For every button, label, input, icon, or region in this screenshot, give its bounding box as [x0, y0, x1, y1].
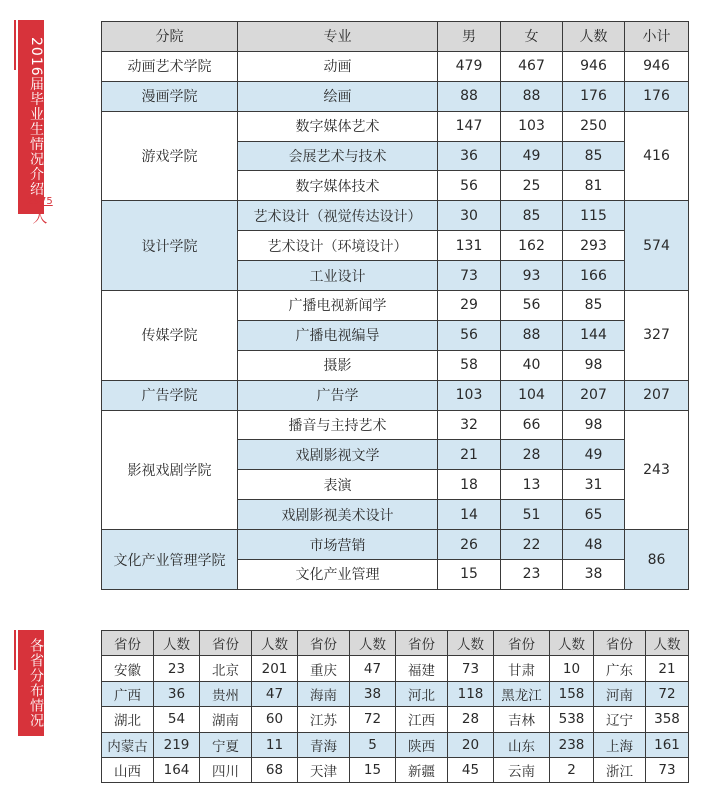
major-total: 166: [563, 261, 625, 291]
province-name: 浙江: [594, 757, 646, 782]
province-name: 江苏: [298, 707, 350, 732]
table-row: [102, 51, 689, 81]
college-subtotal: 176: [625, 81, 689, 111]
province-count: 21: [646, 656, 689, 681]
college-name: 传媒学院: [102, 291, 238, 381]
college-subtotal: 327: [625, 291, 689, 381]
province-name: 黑龙江: [494, 681, 550, 706]
female-count: 51: [501, 500, 563, 530]
college-subtotal: 946: [625, 51, 689, 81]
province-name: 河北: [396, 681, 448, 706]
male-count: 103: [438, 380, 501, 410]
header-college: 分院: [102, 22, 238, 52]
province-name: 湖南: [200, 707, 252, 732]
province-count: 11: [252, 732, 298, 757]
major-total: 98: [563, 410, 625, 440]
major-name: 绘画: [238, 81, 438, 111]
major-name: 广告学: [238, 380, 438, 410]
province-name: 北京: [200, 656, 252, 681]
header-province: 省份: [298, 631, 350, 656]
table-row: [102, 732, 689, 757]
province-name: 天津: [298, 757, 350, 782]
college-subtotal: 86: [625, 530, 689, 590]
table-row: [102, 111, 689, 141]
province-count: 38: [350, 681, 396, 706]
header-total: 人数: [563, 22, 625, 52]
province-name: 河南: [594, 681, 646, 706]
province-count: 2: [550, 757, 594, 782]
college-name: 文化产业管理学院: [102, 530, 238, 590]
table-row: [102, 530, 689, 560]
province-name: 安徽: [102, 656, 154, 681]
header-count: 人数: [646, 631, 689, 656]
major-name: 戏剧影视美术设计: [238, 500, 438, 530]
college-subtotal: 416: [625, 111, 689, 201]
major-name: 艺术设计（环境设计）: [238, 231, 438, 261]
college-name: 游戏学院: [102, 111, 238, 201]
province-name: 广西: [102, 681, 154, 706]
female-count: 28: [501, 440, 563, 470]
province-name: 重庆: [298, 656, 350, 681]
major-name: 数字媒体艺术: [238, 111, 438, 141]
male-count: 14: [438, 500, 501, 530]
table-row: [102, 757, 689, 782]
province-count: 161: [646, 732, 689, 757]
province-count: 47: [252, 681, 298, 706]
table-header-row: [102, 22, 689, 52]
female-count: 103: [501, 111, 563, 141]
major-total: 48: [563, 530, 625, 560]
major-total: 946: [563, 51, 625, 81]
major-name: 播音与主持艺术: [238, 410, 438, 440]
table-row: [102, 380, 689, 410]
province-name: 辽宁: [594, 707, 646, 732]
male-count: 147: [438, 111, 501, 141]
female-count: 23: [501, 560, 563, 590]
province-name: 宁夏: [200, 732, 252, 757]
major-total: 85: [563, 141, 625, 171]
male-count: 88: [438, 81, 501, 111]
province-name: 上海: [594, 732, 646, 757]
major-total: 81: [563, 171, 625, 201]
province-name: 甘肃: [494, 656, 550, 681]
major-name: 广播电视编导: [238, 320, 438, 350]
female-count: 93: [501, 261, 563, 291]
accent-stripe: [14, 20, 16, 70]
province-name: 福建: [396, 656, 448, 681]
major-name: 摄影: [238, 350, 438, 380]
graduates-table: [101, 21, 689, 590]
total-unit: 人: [32, 208, 48, 226]
major-name: 艺术设计（视觉传达设计）: [238, 201, 438, 231]
male-count: 58: [438, 350, 501, 380]
female-count: 85: [501, 201, 563, 231]
major-name: 表演: [238, 470, 438, 500]
graduates-section-title: 2016届毕业生情况介绍: [18, 20, 44, 214]
province-count: 5: [350, 732, 396, 757]
province-count: 10: [550, 656, 594, 681]
major-name: 文化产业管理: [238, 560, 438, 590]
province-count: 201: [252, 656, 298, 681]
province-name: 云南: [494, 757, 550, 782]
female-count: 22: [501, 530, 563, 560]
table-row: [102, 291, 689, 321]
province-name: 山西: [102, 757, 154, 782]
province-table: [101, 630, 689, 783]
major-total: 176: [563, 81, 625, 111]
accent-stripe-2: [14, 630, 16, 670]
province-count: 73: [646, 757, 689, 782]
female-count: 104: [501, 380, 563, 410]
province-count: 118: [448, 681, 494, 706]
province-count: 538: [550, 707, 594, 732]
total-graduates: [18, 196, 62, 226]
male-count: 131: [438, 231, 501, 261]
total-number: 2975: [27, 196, 53, 207]
province-count: 238: [550, 732, 594, 757]
header-subtotal: 小计: [625, 22, 689, 52]
female-count: 40: [501, 350, 563, 380]
major-total: 49: [563, 440, 625, 470]
male-count: 29: [438, 291, 501, 321]
province-count: 158: [550, 681, 594, 706]
province-count: 15: [350, 757, 396, 782]
header-count: 人数: [448, 631, 494, 656]
major-total: 98: [563, 350, 625, 380]
table-row: [102, 201, 689, 231]
header-male: 男: [438, 22, 501, 52]
province-name: 海南: [298, 681, 350, 706]
college-name: 广告学院: [102, 380, 238, 410]
province-count: 60: [252, 707, 298, 732]
male-count: 26: [438, 530, 501, 560]
header-female: 女: [501, 22, 563, 52]
province-name: 青海: [298, 732, 350, 757]
major-name: 会展艺术与技术: [238, 141, 438, 171]
province-count: 164: [154, 757, 200, 782]
major-total: 250: [563, 111, 625, 141]
major-name: 工业设计: [238, 261, 438, 291]
province-count: 28: [448, 707, 494, 732]
college-subtotal: 207: [625, 380, 689, 410]
province-section-title: 各省分布情况: [18, 630, 44, 736]
male-count: 15: [438, 560, 501, 590]
major-total: 38: [563, 560, 625, 590]
major-total: 144: [563, 320, 625, 350]
female-count: 88: [501, 81, 563, 111]
male-count: 73: [438, 261, 501, 291]
province-name: 湖北: [102, 707, 154, 732]
header-count: 人数: [154, 631, 200, 656]
header-province: 省份: [396, 631, 448, 656]
female-count: 56: [501, 291, 563, 321]
table-row: [102, 681, 689, 706]
college-name: 影视戏剧学院: [102, 410, 238, 530]
major-total: 293: [563, 231, 625, 261]
female-count: 467: [501, 51, 563, 81]
female-count: 88: [501, 320, 563, 350]
table-row: [102, 656, 689, 681]
province-count: 219: [154, 732, 200, 757]
college-name: 漫画学院: [102, 81, 238, 111]
male-count: 36: [438, 141, 501, 171]
female-count: 25: [501, 171, 563, 201]
header-count: 人数: [350, 631, 396, 656]
female-count: 162: [501, 231, 563, 261]
header-province: 省份: [594, 631, 646, 656]
province-name: 江西: [396, 707, 448, 732]
header-count: 人数: [550, 631, 594, 656]
province-name: 内蒙古: [102, 732, 154, 757]
major-total: 31: [563, 470, 625, 500]
province-name: 山东: [494, 732, 550, 757]
college-name: 设计学院: [102, 201, 238, 291]
major-total: 207: [563, 380, 625, 410]
male-count: 56: [438, 320, 501, 350]
female-count: 49: [501, 141, 563, 171]
major-name: 市场营销: [238, 530, 438, 560]
male-count: 32: [438, 410, 501, 440]
college-subtotal: 574: [625, 201, 689, 291]
major-total: 85: [563, 291, 625, 321]
table-header-row: [102, 631, 689, 656]
province-count: 20: [448, 732, 494, 757]
table-row: [102, 81, 689, 111]
major-name: 数字媒体技术: [238, 171, 438, 201]
header-province: 省份: [494, 631, 550, 656]
male-count: 30: [438, 201, 501, 231]
female-count: 66: [501, 410, 563, 440]
female-count: 13: [501, 470, 563, 500]
province-name: 吉林: [494, 707, 550, 732]
province-count: 23: [154, 656, 200, 681]
province-count: 73: [448, 656, 494, 681]
male-count: 479: [438, 51, 501, 81]
table-row: [102, 410, 689, 440]
major-name: 广播电视新闻学: [238, 291, 438, 321]
major-total: 115: [563, 201, 625, 231]
table-row: [102, 707, 689, 732]
province-name: 四川: [200, 757, 252, 782]
major-name: 动画: [238, 51, 438, 81]
header-major: 专业: [238, 22, 438, 52]
male-count: 21: [438, 440, 501, 470]
province-name: 贵州: [200, 681, 252, 706]
province-count: 68: [252, 757, 298, 782]
province-count: 358: [646, 707, 689, 732]
major-name: 戏剧影视文学: [238, 440, 438, 470]
province-name: 陕西: [396, 732, 448, 757]
male-count: 56: [438, 171, 501, 201]
header-province: 省份: [200, 631, 252, 656]
college-name: 动画艺术学院: [102, 51, 238, 81]
province-count: 45: [448, 757, 494, 782]
header-count: 人数: [252, 631, 298, 656]
province-count: 72: [350, 707, 396, 732]
province-name: 广东: [594, 656, 646, 681]
province-name: 新疆: [396, 757, 448, 782]
province-count: 47: [350, 656, 396, 681]
college-subtotal: 243: [625, 410, 689, 530]
province-count: 72: [646, 681, 689, 706]
major-total: 65: [563, 500, 625, 530]
male-count: 18: [438, 470, 501, 500]
province-count: 36: [154, 681, 200, 706]
header-province: 省份: [102, 631, 154, 656]
province-count: 54: [154, 707, 200, 732]
